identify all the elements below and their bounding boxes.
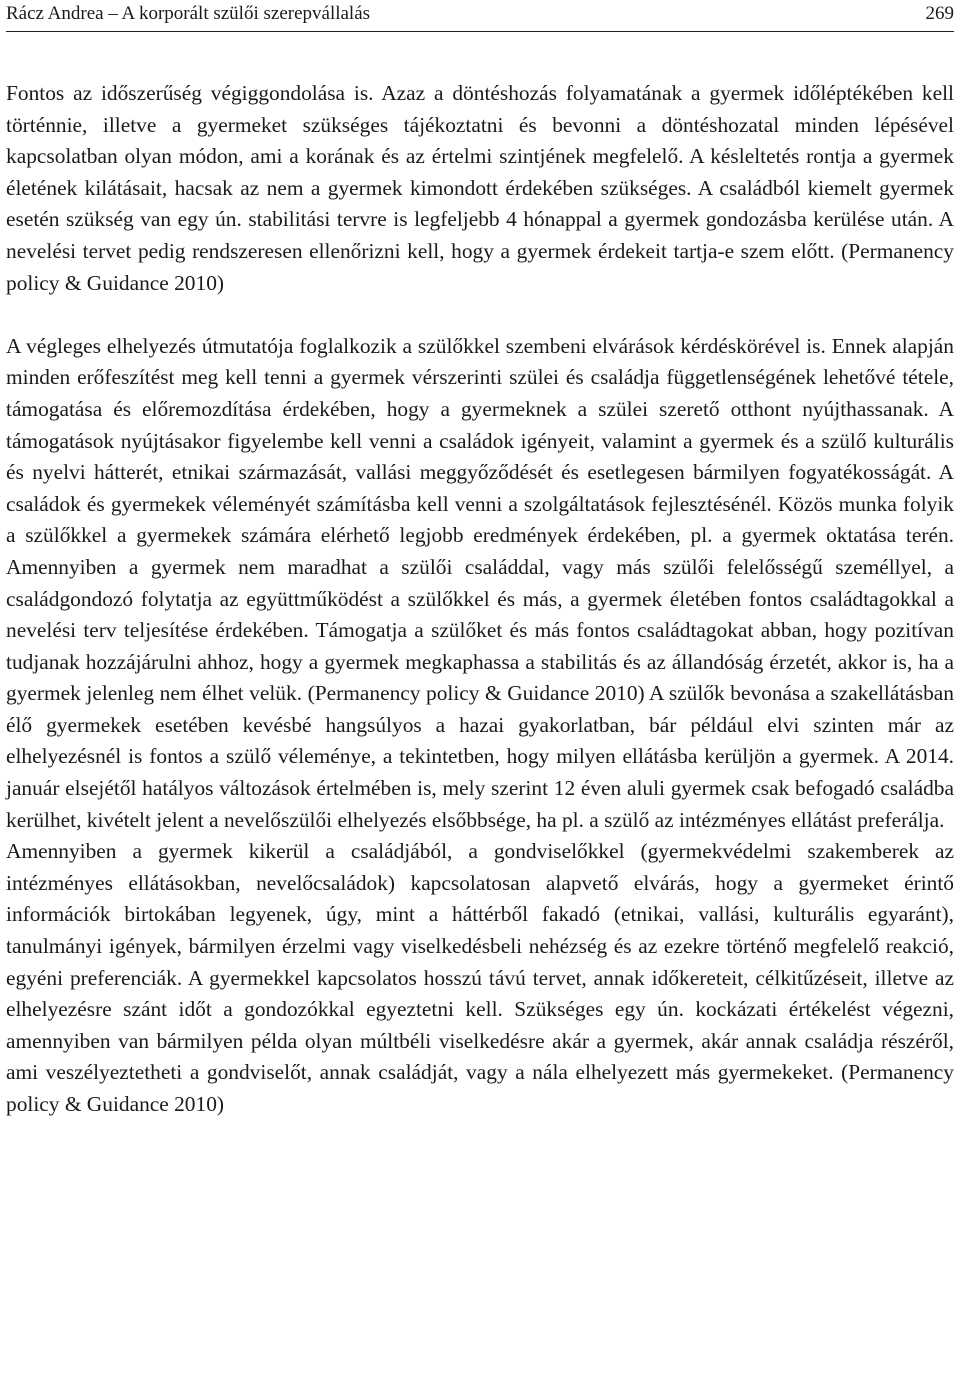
paragraph-parent-expectations: A végleges elhelyezés útmutatója foglalkozik a szülőkkel szembeni elvárások kérdéskörével is. Ennek alapján minden erőfeszítést meg kell tenni a gyermek vérszerinti szülei és családja függetlenségének lehetővé tétele, támogatása és előremozdítása érdekében, hogy a gyermeknek a szülei szerető otthont nyújthassanak. A támogatások nyújtásakor figyelembe kell venni a családok igényeit, valamint a gyermek és a szülő kulturális és nyelvi hátterét, etnikai származását, vallási meggyőződését és esetlegesen bármilyen fogyatékosságát. A családok és gyermekek véleményét számításba kell venni a szolgáltatások fejlesztésénél. Közös munka folyik a szülőkkel a gyermekek számára elérhető legjobb eredmények érdekében, pl. a gyermek oktatása terén. Amennyiben a gyermek nem maradhat a szülői családdal, vagy más szülői felelősségű személlyel, a családgondozó folytatja az együttműködést a szülőkkel és más, a gyermek életében fontos családtagokkal a nevelési terv teljesítése érdekében. Támogatja a szülőket és más fontos családtagokat abban, hogy pozitívan tudjanak hozzájárulni ahhoz, hogy a gyermek megkaphassa a stabilitás és az állandóság érzetét, akkor is, ha a gyermek jelenleg nem élhet velük. (Permanency policy & Guidance 2010) A szülők bevonása a szakellátásban élő gyermekek esetében kevésbé hangsúlyos a hazai gyakorlatban, bár például elvi szinten már az elhelyezésnél is fontos a szülő véleménye, a tekintetben, hogy milyen ellátásba kerüljön a gyermek. A 2014. január elsejétől hatályos változások értelmében is, mely szerint 12 éven aluli gyermek csak befogadó családba kerülhet, kivételt jelent a nevelőszülői elhelyezés elsőbbsége, ha pl. a szülő az intézményes ellátást preferálja. [6, 333, 954, 832]
page-number: 269 [925, 3, 954, 24]
document-page [6, 0, 954, 1121]
running-title: Rácz Andrea – A korporált szülői szerepvállalás [6, 3, 371, 24]
body-text [6, 78, 954, 1121]
paragraph-timeliness: Fontos az időszerűség végiggondolása is. Azaz a döntéshozás folyamatának a gyermek időléptékében kell történnie, illetve a gyermeket szükséges tájékoztatni és bevonni a döntéshozatal minden lépésével kapcsolatban olyan módon, ami a korának és az értelmi szintjének megfelelő. A késleltetés rontja a gyermek életének kilátásait, hacsak az nem a gyermek kimondott érdekében szükséges. A családból kiemelt gyermek esetén szükség van egy ún. stabilitási tervre is legfeljebb 4 hónappal a gyermek gondozásba kerülése után. A nevelési tervet pedig rendszeresen ellenőrizni kell, hogy a gyermek érdekeit tartja-e szem előtt. (Permanency policy & Guidance 2010) [6, 81, 954, 295]
running-header [6, 0, 954, 32]
paragraph-carer-expectations: Amennyiben a gyermek kikerül a családjából, a gondviselőkkel (gyermekvédelmi szakemberek az intézményes ellátásokban, nevelőcsaládok) kapcsolatosan alapvető elvárás, hogy a gyermeket érintő információk birtokában legyenek, úgy, mint a háttérből fakadó (etnikai, vallási, kulturális egyaránt), tanulmányi igények, bármilyen érzelmi vagy viselkedésbeli nehézség és az ezekre történő megfelelő reakció, egyéni preferenciák. A gyermekkel kapcsolatos hosszú távú tervet, annak időkereteit, célkitűzéseit, illetve az elhelyezésre szánt időt a gondozókkal egyeztetni kell. Szükséges egy ún. kockázati értékelést végezni, amennyiben van bármilyen példa olyan múltbéli viselkedésre akár a gyermek, akár annak családja részéről, ami veszélyeztetheti a gondviselőt, annak családját, vagy a nála elhelyezett más gyermekeket. (Permanency policy & Guidance 2010) [6, 839, 954, 1116]
